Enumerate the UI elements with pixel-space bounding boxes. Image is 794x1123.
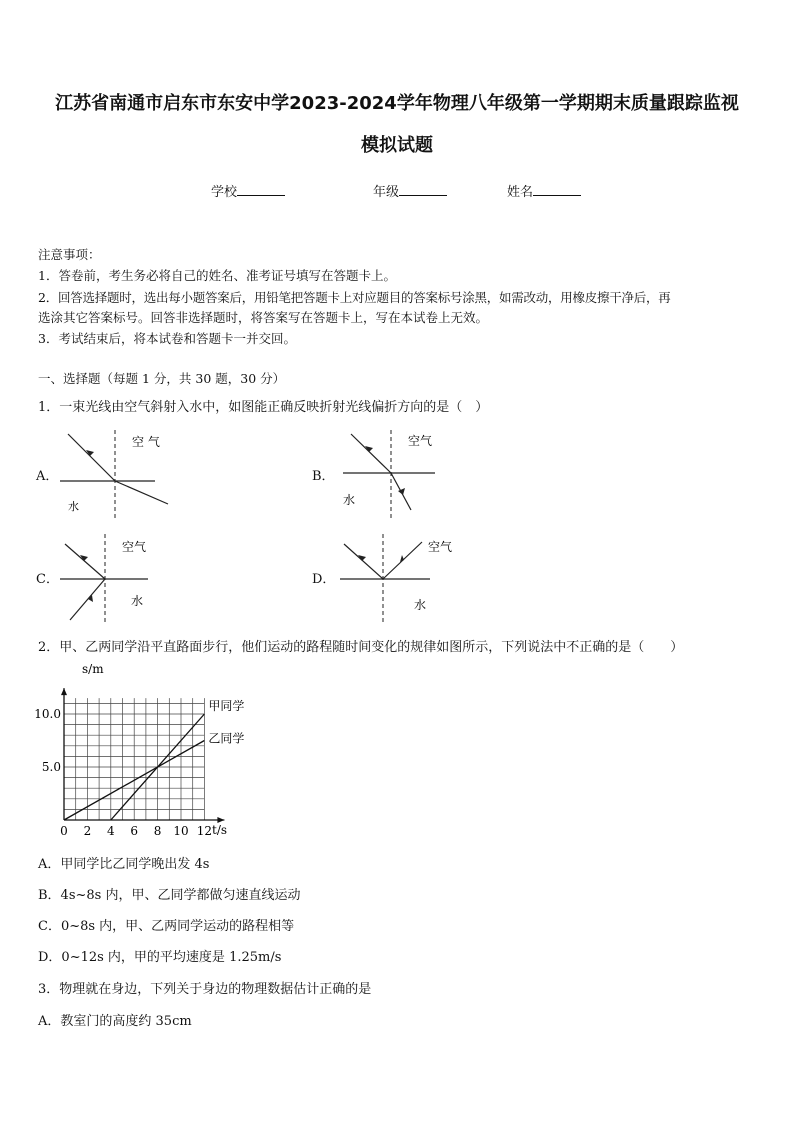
name-field [507,181,581,200]
air-label: 空 气 [132,435,160,449]
incident-ray [344,544,383,579]
series-label: 甲同学 [208,699,245,713]
question-3-stem: 3．物理就在身边，下列关于身边的物理数据估计正确的是 [38,982,372,997]
question-1-stem: 1．一束光线由空气斜射入水中，如图能正确反映折射光线偏折方向的是（ ） [38,400,489,415]
q1-option-d-label: D． [312,572,336,587]
q1-diagram-b [335,428,455,520]
chart-ticks [34,707,212,838]
grade-label: 年级 [373,185,400,200]
q1-diagram-a [60,428,180,520]
q2-option-d: D．0~12s 内，甲的平均速度是 1.25m/s [38,950,282,965]
notes-item-3: 3．考试结束后，将本试卷和答题卡一并交回。 [38,331,296,346]
refracted-ray [115,481,168,504]
q1-diagram-c [58,532,188,624]
chart-grid [64,698,204,820]
school-field [211,181,285,200]
arrow-icon [400,555,404,562]
q1-option-b-label: B． [312,469,335,484]
y-axis-arrow-icon [61,688,67,695]
notes-item-2: 2．回答选择题时，选出每小题答案后，用铅笔把答题卡上对应题目的答案标号涂黑，如需改动，用橡皮擦干净后，再 [38,290,671,305]
water-label: 水 [343,493,356,507]
air-label: 空气 [122,540,147,554]
name-blank [533,183,581,196]
x-axis-label: t/s [212,823,228,837]
x-tick-label: 8 [153,824,162,838]
school-label: 学校 [211,185,238,200]
air-label: 空气 [408,434,433,448]
refracted-ray [70,579,105,620]
question-2-stem: 2．甲、乙两同学沿平直路面步行，他们运动的路程随时间变化的规律如图所示，下列说法中不正确的是（ ） [38,640,684,655]
incident-ray [351,434,391,473]
q1-diagram-d [338,532,468,624]
page-title: 江苏省南通市启东市东安中学2023-2024学年物理八年级第一学期期末质量跟踪监视 [55,93,739,114]
chart-axes [61,688,224,823]
section-heading: 一、选择题（每题 1 分，共 30 题，30 分） [38,371,286,386]
q1-option-a-label: A． [36,469,59,484]
grade-field [373,181,447,200]
x-tick-label: 0 [60,824,68,838]
notes-item-2-cont: 选涂其它答案标号。回答非选择题时，将答案写在答题卡上，写在本试卷上无效。 [38,310,489,325]
water-label: 水 [68,500,79,513]
y-tick-label: 5.0 [41,760,61,774]
notes-item-1: 1．答卷前，考生务必将自己的姓名、准考证号填写在答题卡上。 [38,268,396,283]
q1-option-c-label: C． [36,572,59,587]
q2-option-c: C．0~8s 内，甲、乙两同学运动的路程相等 [38,919,295,934]
y-tick-label: 10.0 [34,707,61,721]
page-title-line2: 模拟试题 [361,135,433,156]
water-label: 水 [131,594,144,608]
incident-ray [68,434,115,481]
series-label: 乙同学 [208,731,245,746]
q2-chart [30,660,260,840]
name-label: 姓名 [507,185,534,200]
x-tick-label: 12 [196,824,213,838]
notes-heading: 注意事项： [38,247,101,262]
school-blank [237,183,285,196]
grade-blank [399,183,447,196]
chart-series [64,699,244,820]
x-tick-label: 6 [130,824,139,838]
incident-ray [65,544,105,579]
y-axis-label: s/m [82,662,104,676]
water-label: 水 [414,598,427,612]
q3-option-a: A．教室门的高度约 35cm [38,1014,192,1029]
q2-option-b: B．4s~8s 内，甲、乙同学都做匀速直线运动 [38,888,301,903]
x-tick-label: 10 [173,824,189,838]
q2-option-a: A．甲同学比乙同学晚出发 4s [38,857,210,872]
x-tick-label: 4 [106,824,115,838]
air-label: 空气 [428,540,453,554]
x-tick-label: 2 [83,824,92,838]
